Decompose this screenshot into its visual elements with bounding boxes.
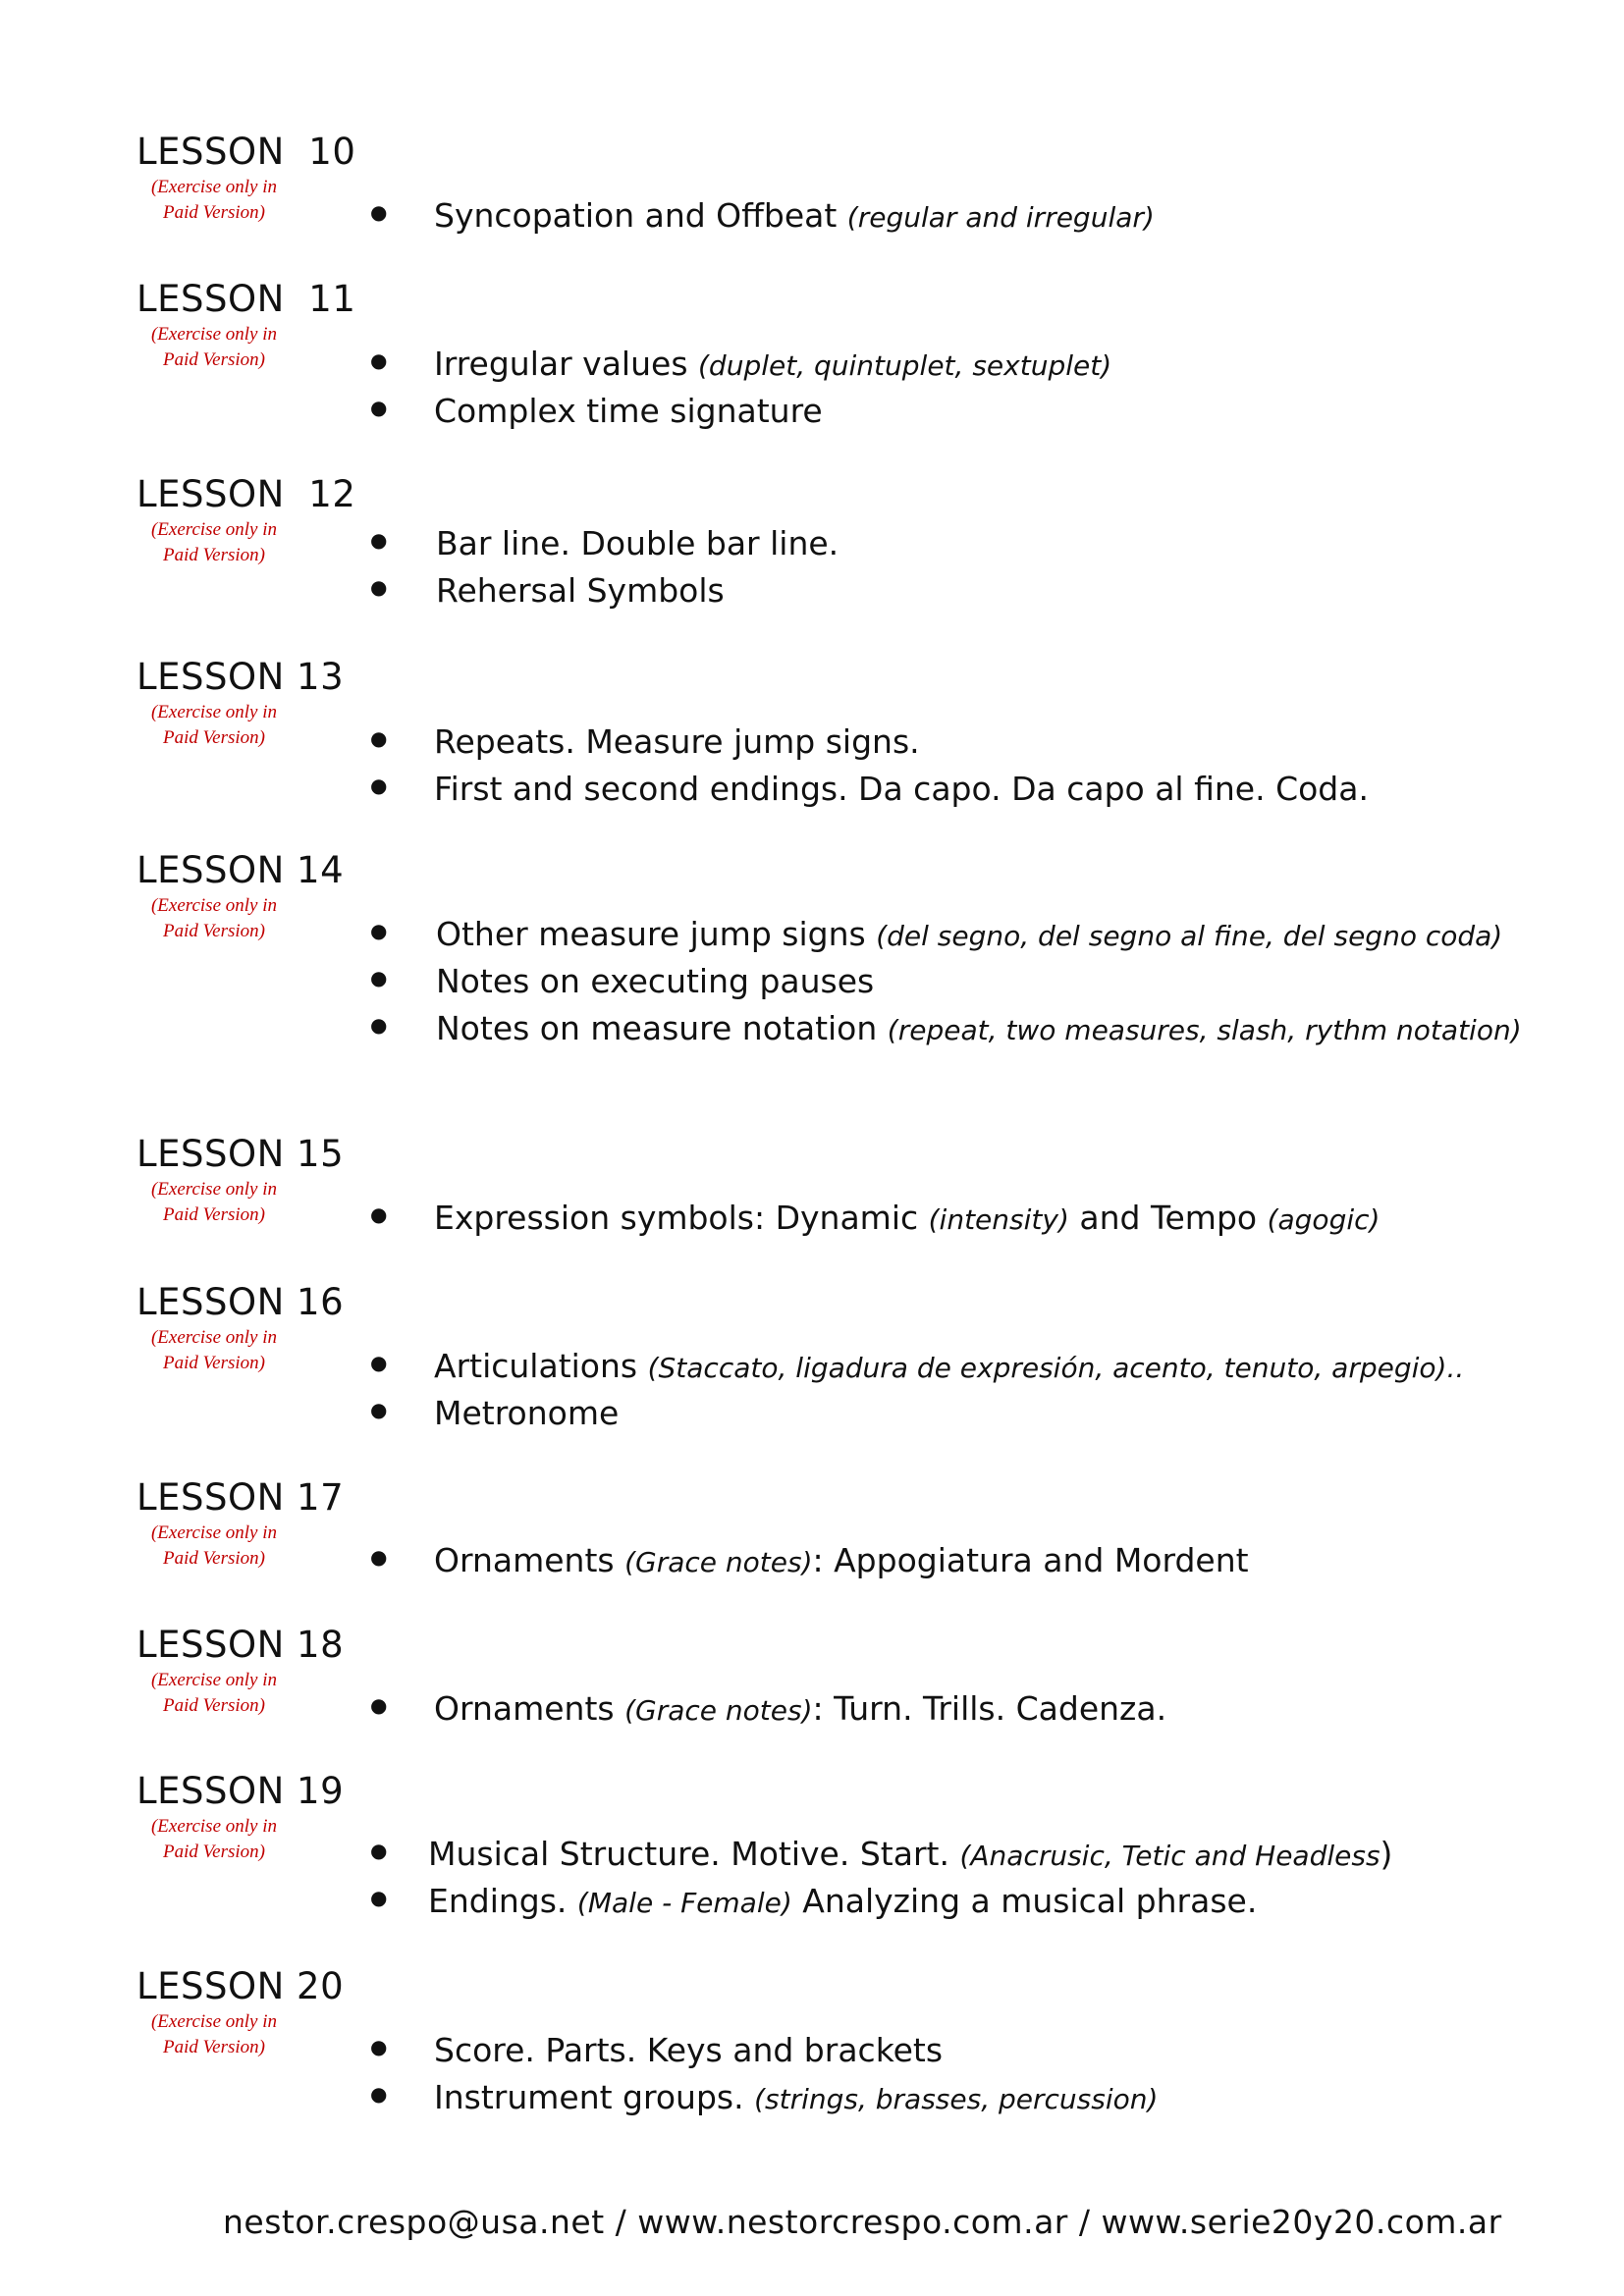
item-text-segment: Score. Parts. Keys and brackets [434,2031,944,2069]
note-line: (Exercise only in [150,895,278,916]
italic-detail: (duplet, quintuplet, sextuplet) [698,349,1112,382]
item-text-segment: Musical Structure. Motive. Start. [428,1835,960,1873]
note-line: Paid Version) [163,1548,265,1569]
note-line: Paid Version) [163,545,265,565]
item-text-segment: Articulations [434,1347,648,1385]
list-item-text [434,196,1155,235]
item-text-segment: Expression symbols: Dynamic [434,1199,929,1237]
list-item-text [434,392,823,430]
paid-version-note [135,1521,293,1572]
note-line: Paid Version) [163,2037,265,2057]
lesson-title: LESSON 12 [136,473,356,515]
lesson-title: LESSON 16 [136,1281,345,1323]
note-line: Paid Version) [163,1204,265,1225]
note-line: Paid Version) [163,921,265,941]
item-text-segment: Syncopation and Offbeat [434,196,847,235]
italic-detail: (strings, brasses, percussion) [754,2083,1159,2115]
bullet-icon: ● [370,919,388,942]
item-text-segment: Ornaments [434,1689,625,1728]
paid-version-note [135,700,293,751]
item-text-segment: Rehersal Symbols [436,571,725,610]
note-line: Paid Version) [163,1695,265,1716]
note-line: Paid Version) [163,1842,265,1862]
item-text-segment: Ornaments [434,1541,625,1579]
list-item-text [436,1009,1522,1047]
list-item-text [434,722,920,761]
item-text-segment: Irregular values [434,345,698,383]
lesson-title: LESSON 11 [136,278,356,320]
paid-version-note [135,175,293,226]
note-line: (Exercise only in [150,1670,278,1690]
paid-version-note [135,1325,293,1376]
bullet-icon: ● [370,1886,388,1909]
italic-detail: (agogic) [1267,1203,1380,1236]
item-text-segment: ) [1380,1835,1393,1873]
note-line: (Exercise only in [150,1816,278,1837]
italic-detail: (del segno, del segno al fine, del segno coda) [876,920,1503,952]
lesson-title: LESSON 17 [136,1476,345,1519]
item-text-segment: Instrument groups. [434,2078,755,2116]
paid-version-note [135,1177,293,1228]
bullet-icon: ● [370,2035,388,2058]
bullet-icon: ● [370,1839,388,1862]
italic-detail: (Staccato, ligadura de expresión, acento, tenuto, arpegio).. [647,1352,1465,1384]
item-text-segment: : Appogiatura and Mordent [812,1541,1249,1579]
italic-detail: (Grace notes) [624,1546,813,1578]
item-text-segment: Notes on executing pauses [436,962,875,1000]
list-item-text [434,345,1111,383]
footer-contact: nestor.crespo@usa.net / www.nestorcrespo.com.ar / www.serie20y20.com.ar [223,2203,1502,2241]
note-line: (Exercise only in [150,1327,278,1348]
list-item-text [434,1199,1380,1237]
item-text-segment: and Tempo [1068,1199,1268,1237]
item-text-segment: Complex time signature [434,392,823,430]
lesson-title: LESSON 10 [136,131,356,173]
lesson-title: LESSON 20 [136,1965,345,2007]
bullet-icon: ● [370,1202,388,1226]
lesson-title: LESSON 19 [136,1770,345,1812]
paid-version-note [135,517,293,568]
italic-detail: (Anacrusic, Tetic and Headless [959,1840,1380,1872]
paid-version-note [135,893,293,944]
italic-detail: (Male - Female) [576,1887,792,1919]
italic-detail: (Grace notes) [624,1694,813,1727]
note-line: Paid Version) [163,1353,265,1373]
note-line: (Exercise only in [150,1179,278,1200]
paid-version-note [135,1668,293,1719]
note-line: Paid Version) [163,349,265,370]
list-item-text [434,1541,1249,1579]
lesson-title: LESSON 14 [136,849,345,891]
bullet-icon: ● [370,396,388,419]
paid-version-note [135,1814,293,1865]
item-text-segment: Analyzing a musical phrase. [791,1882,1258,1920]
item-text-segment: First and second endings. Da capo. Da capo al fine. Coda. [434,770,1369,808]
paid-version-note [135,2009,293,2060]
list-item-text [434,2078,1158,2116]
note-line: (Exercise only in [150,2011,278,2032]
note-line: (Exercise only in [150,177,278,197]
list-item-text [436,571,725,610]
note-line: (Exercise only in [150,324,278,345]
list-item-text [434,770,1369,808]
list-item-text [434,1347,1464,1385]
note-line: (Exercise only in [150,1522,278,1543]
list-item-text [434,2031,943,2069]
bullet-icon: ● [370,774,388,797]
bullet-icon: ● [370,1545,388,1569]
list-item-text [428,1835,1392,1873]
note-line: (Exercise only in [150,519,278,540]
italic-detail: (intensity) [928,1203,1069,1236]
bullet-icon: ● [370,528,388,552]
bullet-icon: ● [370,1693,388,1717]
list-item-text [436,524,839,562]
note-line: Paid Version) [163,202,265,223]
list-item-text [436,962,874,1000]
list-item-text [434,1689,1166,1728]
note-line: (Exercise only in [150,702,278,722]
item-text-segment: Metronome [434,1394,620,1432]
list-item-text [434,1394,619,1432]
item-text-segment: Bar line. Double bar line. [436,524,839,562]
item-text-segment: Other measure jump signs [436,915,877,953]
bullet-icon: ● [370,966,388,989]
list-item-text [436,915,1502,953]
item-text-segment: : Turn. Trills. Cadenza. [812,1689,1167,1728]
bullet-icon: ● [370,575,388,599]
note-line: Paid Version) [163,727,265,748]
bullet-icon: ● [370,1013,388,1037]
item-text-segment: Notes on measure notation [436,1009,888,1047]
lesson-title: LESSON 13 [136,656,345,698]
bullet-icon: ● [370,726,388,750]
lesson-title: LESSON 18 [136,1624,345,1666]
paid-version-note [135,322,293,373]
bullet-icon: ● [370,1398,388,1421]
item-text-segment: Endings. [428,1882,577,1920]
lesson-title: LESSON 15 [136,1133,345,1175]
bullet-icon: ● [370,1351,388,1374]
item-text-segment: Repeats. Measure jump signs. [434,722,920,761]
italic-detail: (repeat, two measures, slash, rythm notation) [887,1014,1522,1046]
italic-detail: (regular and irregular) [846,201,1155,234]
list-item-text [428,1882,1257,1920]
bullet-icon: ● [370,2082,388,2106]
bullet-icon: ● [370,348,388,372]
bullet-icon: ● [370,200,388,224]
